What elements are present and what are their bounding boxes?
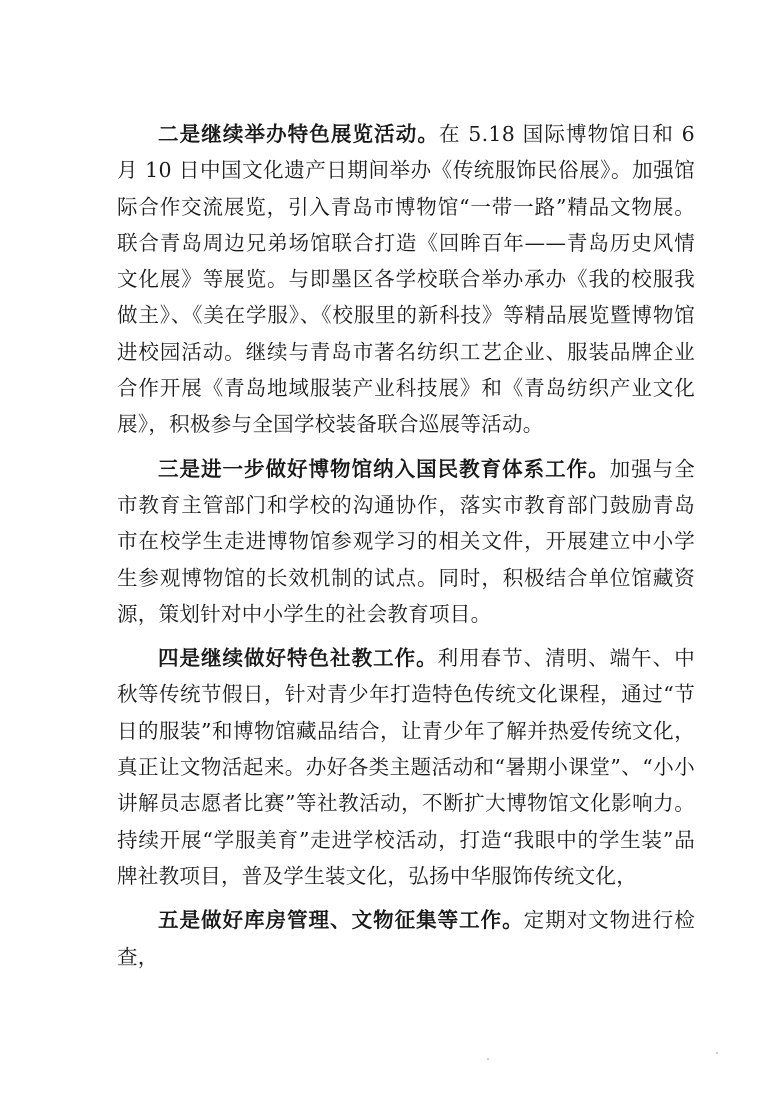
scan-speck (716, 1052, 718, 1054)
paragraph-heading: 四是继续做好特色社教工作。 (158, 646, 438, 671)
paragraph-exhibitions (117, 116, 695, 443)
paragraph-education-system (117, 451, 695, 632)
document-body (117, 116, 695, 983)
paragraph-heading: 五是做好库房管理、文物征集等工作。 (158, 908, 524, 933)
paragraph-social-education (117, 640, 695, 894)
scan-speck (487, 1058, 489, 1060)
paragraph-text: 在 5.18 国际博物馆日和 6 月 10 日中国文化遗产日期间举办《传统服饰民俗展》。加强馆际合作交流展览，引入青岛市博物馆“一带一路”精品文物展。联合青岛周边兄弟场馆联合打造《回眸百年——青岛历史风情文化展》等展览。与即墨区各学校联合举办承办《我的校服我做主》、《美在学服》、《校服里的新科技》等精品展览暨博物馆进校园活动。继续与青岛市著名纺织工艺企业、服装品牌企业合作开展《青岛地域服装产业科技展》和《青岛纺织产业文化展》，积极参与全国学校装备联合巡展等活动。 (117, 122, 695, 437)
paragraph-text: 加强与全市教育主管部门和学校的沟通协作，落实市教育部门鼓励青岛市在校学生走进博物馆参观学习的相关文件，开展建立中小学生参观博物馆的长效机制的试点。同时，积极结合单位馆藏资源，策划针对中小学生的社会教育项目。 (117, 456, 695, 626)
paragraph-text: 利用春节、清明、端午、中秋等传统节假日，针对青少年打造特色传统文化课程，通过“节日的服装”和博物馆藏品结合，让青少年了解并热爱传统文化，真正让文物活起来。办好各类主题活动和“暑期小课堂”、“小小讲解员志愿者比赛”等社教活动，不断扩大博物馆文化影响力。持续开展“学服美育”走进学校活动，打造“我眼中的学生装”品牌社教项目，普及学生装文化，弘扬中华服饰传统文化， (117, 646, 695, 888)
paragraph-heading: 三是进一步做好博物馆纳入国民教育体系工作。 (158, 456, 610, 481)
paragraph-text: 定期对文物进行检查， (117, 908, 695, 969)
paragraph-storage-collection (117, 902, 695, 975)
paragraph-heading: 二是继续举办特色展览活动。 (158, 122, 439, 146)
